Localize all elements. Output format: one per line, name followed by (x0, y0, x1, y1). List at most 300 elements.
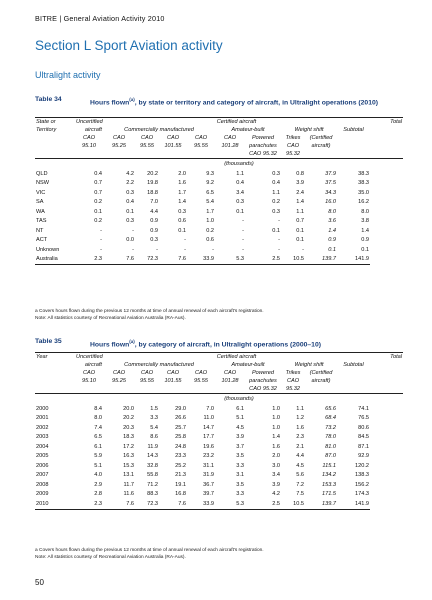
table-cell: 20.2 (123, 415, 134, 422)
table-cell: 2.5 (245, 255, 281, 265)
table-cell: 1.7 (178, 189, 186, 196)
column-header (187, 385, 215, 394)
table-cell: 20.2 (147, 170, 158, 177)
column-header: CAO (140, 370, 154, 376)
row-label: TAS (36, 218, 47, 225)
column-header (35, 142, 75, 150)
table-cell: 156.2 (355, 481, 369, 488)
table-cell: 0.1 (328, 246, 336, 253)
table-cell: 0.6 (178, 218, 186, 225)
table-cell: 39.7 (203, 491, 214, 498)
column-header: Powered (251, 135, 275, 141)
unit-row (35, 159, 403, 170)
table-cell: 6.1 (94, 443, 102, 450)
table-cell: 3.9 (236, 434, 244, 441)
column-header (370, 142, 403, 150)
table-cell: 24.8 (175, 443, 186, 450)
table35-caption (35, 338, 390, 349)
column-header: 101.55 (164, 143, 182, 149)
table-cell: 0.3 (126, 218, 134, 225)
row-label: WA (36, 208, 45, 215)
column-header: CAO (166, 370, 180, 376)
table-cell: 14.3 (147, 453, 158, 460)
table35-title: Hours flown$^{(a)}$, by category of aircraft, in Ultralight operations (2000–10) (90, 339, 321, 349)
table-cell: 72.3 (135, 499, 159, 509)
column-header (215, 385, 245, 394)
table-cell: 38.3 (358, 170, 369, 177)
table-cell: 26.6 (175, 415, 186, 422)
table-cell: 2.0 (178, 170, 186, 177)
table-cell: 1.0 (272, 415, 280, 422)
table-cell: 76.5 (358, 415, 369, 422)
table-cell: 0.1 (126, 208, 134, 215)
table-row (35, 471, 403, 481)
table-cell: 2.8 (94, 491, 102, 498)
column-header (370, 150, 403, 159)
column-header: aircraft) (311, 143, 331, 149)
column-header: Subtotal (343, 362, 364, 368)
table-cell: 141.9 (337, 499, 370, 509)
table-cell: 3.0 (272, 462, 280, 469)
table-cell: - (132, 227, 134, 234)
column-header: CAO (112, 370, 126, 376)
column-header: Powered (251, 370, 275, 376)
column-header (337, 385, 370, 394)
table-cell: 5.3 (215, 255, 245, 265)
table-cell: 18.8 (147, 189, 158, 196)
table-cell: 4.4 (296, 453, 304, 460)
column-header: 95.55 (140, 143, 154, 149)
table-cell: 0.4 (236, 180, 244, 187)
column-header: Trikes (285, 135, 301, 141)
table-cell: 3.5 (236, 453, 244, 460)
table-row (35, 499, 403, 509)
table-cell: 71.2 (147, 481, 158, 488)
table35 (35, 352, 403, 510)
table-cell: 1.6 (178, 180, 186, 187)
table-cell: 3.1 (236, 472, 244, 479)
table-cell: 8.4 (94, 405, 102, 412)
column-header (337, 134, 370, 142)
table-cell: 1.6 (296, 424, 304, 431)
table-cell: 171.5 (322, 491, 336, 498)
table-cell: - (184, 246, 186, 253)
table-cell: 3.4 (272, 472, 280, 479)
table-cell: 25.7 (175, 424, 186, 431)
table-cell: 139.7 (305, 255, 337, 265)
table34-title: Hours flown$^{(a)}$, by state or territory and category of aircraft, in Ultralight operations (2010) (90, 97, 379, 107)
table34-number: Table 34 (35, 96, 62, 103)
column-header: 95.25 (112, 143, 126, 149)
table-cell: 0.7 (94, 180, 102, 187)
table-cell: 72.3 (135, 255, 159, 265)
table-cell: - (156, 246, 158, 253)
column-header (370, 377, 403, 385)
table-cell: 0.3 (178, 208, 186, 215)
column-header: CAO (223, 135, 237, 141)
column-header (103, 385, 135, 394)
column-header: 95.32 (286, 151, 300, 157)
table-cell: 16.8 (175, 491, 186, 498)
table-cell: 0.3 (272, 170, 280, 177)
table-cell: 3.7 (236, 443, 244, 450)
table-cell: 4.2 (126, 170, 134, 177)
table-cell: 0.9 (150, 227, 158, 234)
table-cell: 2.3 (296, 434, 304, 441)
row-label: 2009 (36, 491, 49, 498)
table-cell: - (242, 246, 244, 253)
table-cell: 92.9 (358, 453, 369, 460)
unit-label: (thousands) (75, 394, 403, 405)
table-cell: 1.1 (236, 170, 244, 177)
table-cell: 0.2 (272, 199, 280, 206)
table-cell: 1.2 (296, 415, 304, 422)
table-cell: 19.6 (203, 443, 214, 450)
table-cell: 1.4 (328, 227, 336, 234)
column-header: Total (370, 118, 403, 127)
column-header (35, 150, 75, 159)
column-header (370, 385, 403, 394)
column-header (305, 150, 337, 159)
table-cell: 0.4 (272, 180, 280, 187)
table-cell: 16.0 (325, 199, 336, 206)
table-row (35, 217, 403, 227)
column-header: 95.55 (140, 378, 154, 384)
column-header: Trikes (285, 370, 301, 376)
table-cell: 37.5 (325, 180, 336, 187)
table-cell: - (278, 218, 280, 225)
table-cell: 174.3 (355, 491, 369, 498)
column-header (305, 385, 337, 394)
row-label: 2004 (36, 443, 49, 450)
table-cell: 6.5 (206, 189, 214, 196)
column-header (75, 150, 103, 159)
header-row (35, 134, 403, 142)
table-cell: 10.5 (281, 255, 305, 265)
row-label: SA (36, 199, 44, 206)
column-header: Commercially manufactured (124, 362, 194, 368)
table-cell: 32.8 (147, 462, 158, 469)
table-cell: 33.9 (187, 499, 215, 509)
table-cell: 120.2 (355, 462, 369, 469)
column-header (35, 369, 75, 377)
table-cell: 2.3 (75, 499, 103, 509)
table-cell: 5.1 (236, 415, 244, 422)
table-cell: 0.2 (94, 199, 102, 206)
table-row (35, 461, 403, 471)
column-header (337, 369, 370, 377)
column-header (337, 142, 370, 150)
table-row (35, 198, 403, 208)
column-header: 95.55 (194, 378, 208, 384)
table-cell: 8.0 (361, 208, 369, 215)
table-cell: 139.7 (305, 499, 337, 509)
table-cell: 11.6 (123, 491, 134, 498)
column-header (35, 134, 75, 142)
column-header: CAO (82, 135, 96, 141)
row-label: 2007 (36, 472, 49, 479)
table-cell: 81.0 (325, 443, 336, 450)
table-cell: - (302, 246, 304, 253)
table-cell: 16.3 (123, 453, 134, 460)
table-cell: 0.1 (236, 208, 244, 215)
table-cell: 80.6 (358, 424, 369, 431)
column-header: Weight shift (294, 127, 324, 133)
table-cell: 25.8 (175, 434, 186, 441)
table-cell: 0.0 (126, 237, 134, 244)
table-cell: 16.2 (358, 199, 369, 206)
header-row (35, 150, 403, 159)
table-cell: - (242, 227, 244, 234)
column-header (215, 150, 245, 159)
table-cell: 4.5 (236, 424, 244, 431)
header-row (35, 126, 403, 134)
table-cell: 1.1 (272, 189, 280, 196)
column-header (35, 361, 75, 369)
table-cell: 0.7 (296, 218, 304, 225)
table-cell: 19.1 (175, 481, 186, 488)
table-cell: 33.9 (187, 255, 215, 265)
column-header: 101.28 (221, 378, 239, 384)
table-cell: - (278, 237, 280, 244)
table-cell: 13.1 (123, 472, 134, 479)
column-header: (Certified (309, 135, 333, 141)
table-cell: 17.2 (123, 443, 134, 450)
column-header: 95.25 (112, 378, 126, 384)
row-label: NSW (36, 180, 50, 187)
row-label: 2002 (36, 424, 49, 431)
page-number: 50 (35, 578, 44, 587)
table-cell: 0.3 (272, 208, 280, 215)
column-header: 101.28 (221, 143, 239, 149)
table-cell: 5.6 (296, 472, 304, 479)
table-cell: 7.0 (206, 405, 214, 412)
table-cell: 0.3 (150, 237, 158, 244)
table-cell: 29.0 (175, 405, 186, 412)
table-cell: 1.1 (296, 405, 304, 412)
column-header (135, 385, 159, 394)
table-cell: 5.4 (206, 199, 214, 206)
table-cell: 65.6 (325, 405, 336, 412)
table-row (35, 490, 403, 500)
table-cell: 2.3 (75, 255, 103, 265)
table-cell: 78.0 (325, 434, 336, 441)
table-cell: 1.4 (178, 199, 186, 206)
table-cell: 6.5 (94, 434, 102, 441)
table-cell: - (100, 227, 102, 234)
column-header (159, 385, 187, 394)
column-header: CAO (112, 135, 126, 141)
section-title: Section L Sport Aviation activity (35, 38, 223, 53)
table-cell: 10.5 (281, 499, 305, 509)
table-cell: - (212, 246, 214, 253)
table-cell: 9.2 (206, 180, 214, 187)
table-cell: 38.3 (358, 180, 369, 187)
column-header: Commercially manufactured (124, 127, 194, 133)
table-cell: 0.4 (94, 170, 102, 177)
column-header: Amateur-built (231, 362, 265, 368)
table-cell: 3.5 (236, 481, 244, 488)
table-cell: 0.1 (296, 237, 304, 244)
table-cell: 6.1 (236, 405, 244, 412)
table-cell: 0.2 (94, 218, 102, 225)
table-cell: 115.1 (322, 462, 336, 469)
table-cell: 2.1 (296, 443, 304, 450)
table-cell: 11.0 (203, 415, 214, 422)
table-cell: 0.6 (206, 237, 214, 244)
column-header: aircraft (84, 362, 102, 368)
table-cell: 153.3 (322, 481, 336, 488)
table-cell: 7.6 (159, 255, 187, 265)
footnote: a Covers hours flown during the previous 12 months at time of annual renewal of each aircraft's registration. (35, 548, 264, 553)
column-header: CAO (140, 135, 154, 141)
table-cell: 3.4 (236, 189, 244, 196)
row-label: 2000 (36, 405, 49, 412)
column-header: Uncertified (76, 119, 103, 125)
column-header: CAO (166, 135, 180, 141)
table-row (35, 207, 403, 217)
table-cell: 138.3 (355, 472, 369, 479)
column-header: CAO 95.32 (249, 386, 277, 392)
column-header: Year (35, 353, 75, 362)
table-row (35, 255, 403, 265)
table-cell: 7.6 (103, 499, 135, 509)
table-cell: 5.3 (215, 499, 245, 509)
column-header (370, 361, 403, 369)
column-header (370, 126, 403, 134)
table-cell: 1.4 (361, 227, 369, 234)
column-header (187, 150, 215, 159)
column-header (337, 377, 370, 385)
table-cell: 87.0 (325, 453, 336, 460)
table-cell: 5.1 (94, 462, 102, 469)
column-header: 95.32 (286, 386, 300, 392)
row-label: VIC (36, 189, 46, 196)
column-header: State or (35, 118, 75, 127)
table-cell: 9.3 (206, 170, 214, 177)
column-header: Weight shift (294, 362, 324, 368)
table-cell: 3.9 (296, 180, 304, 187)
table-cell: 2.0 (272, 453, 280, 460)
table-cell: - (132, 246, 134, 253)
table-cell: 25.2 (175, 462, 186, 469)
table-cell: 0.1 (272, 227, 280, 234)
table-cell: 3.3 (150, 415, 158, 422)
column-header (135, 150, 159, 159)
row-label: 2005 (36, 453, 49, 460)
unit-spacer (35, 394, 75, 405)
table-cell: 11.7 (123, 481, 134, 488)
table-cell: 3.9 (272, 481, 280, 488)
table-cell: 1.0 (272, 424, 280, 431)
table-cell: 1.1 (296, 208, 304, 215)
table34-footnotes (35, 308, 264, 322)
table-cell: 73.2 (325, 424, 336, 431)
table-cell: 5.9 (94, 453, 102, 460)
table-cell: 3.3 (236, 462, 244, 469)
table-cell: 0.3 (126, 189, 134, 196)
table-cell: 8.6 (150, 434, 158, 441)
column-header: CAO (194, 135, 208, 141)
row-label: 2006 (36, 462, 49, 469)
row-label: Australia (35, 255, 75, 265)
table-cell: 3.8 (361, 218, 369, 225)
column-header: 101.55 (164, 378, 182, 384)
column-header: Subtotal (343, 127, 364, 133)
table-cell: 7.2 (296, 481, 304, 488)
table-cell: 0.2 (206, 227, 214, 234)
table-cell: 20.3 (123, 424, 134, 431)
table-cell: 0.9 (150, 218, 158, 225)
table-cell: 4.0 (94, 472, 102, 479)
table-row (35, 404, 403, 414)
table-row (35, 480, 403, 490)
table-cell: 3.3 (236, 491, 244, 498)
table-cell: 0.1 (94, 208, 102, 215)
table-cell: 31.1 (203, 462, 214, 469)
unit-label: (thousands) (75, 159, 403, 170)
column-header: CAO (286, 143, 300, 149)
table-cell: 2.4 (296, 189, 304, 196)
table-cell: 20.0 (123, 405, 134, 412)
table-cell: 55.8 (147, 472, 158, 479)
table-cell: 17.7 (203, 434, 214, 441)
column-header: aircraft) (311, 378, 331, 384)
table-cell: 0.1 (178, 227, 186, 234)
header-row (35, 377, 403, 385)
row-label: Unknown (36, 246, 60, 253)
table35-footnotes (35, 547, 264, 561)
column-header (159, 150, 187, 159)
table-cell: 1.4 (296, 199, 304, 206)
table-cell: 74.1 (358, 405, 369, 412)
table-cell: 4.2 (272, 491, 280, 498)
table-cell: - (184, 237, 186, 244)
row-label: NT (36, 227, 44, 234)
table-cell: 84.5 (358, 434, 369, 441)
table-cell: 14.7 (203, 424, 214, 431)
table-cell: 0.3 (236, 199, 244, 206)
table-cell: 2.9 (94, 481, 102, 488)
column-header: parachutes (249, 378, 277, 384)
table-row (35, 169, 403, 179)
table-cell: 8.0 (94, 415, 102, 422)
table-cell: 8.0 (328, 208, 336, 215)
column-header: Amateur-built (231, 127, 265, 133)
table-cell: 1.5 (150, 405, 158, 412)
table-cell: 23.3 (175, 453, 186, 460)
table-cell: 2.2 (126, 180, 134, 187)
table-cell: - (278, 246, 280, 253)
table-cell: 21.3 (175, 472, 186, 479)
column-header: Total (370, 353, 403, 362)
column-header: parachutes (249, 143, 277, 149)
table-row (35, 423, 403, 433)
table-cell: 7.4 (94, 424, 102, 431)
column-header: CAO (286, 378, 300, 384)
unit-row (35, 394, 403, 405)
table-row (35, 414, 403, 424)
table-cell: 23.2 (203, 453, 214, 460)
table-cell: 2.5 (245, 499, 281, 509)
column-header: (Certified (309, 370, 333, 376)
table-cell: 36.7 (203, 481, 214, 488)
table-row (35, 442, 403, 452)
table-cell: 0.8 (296, 170, 304, 177)
table-row (35, 433, 403, 443)
table-cell: 0.7 (94, 189, 102, 196)
table-cell: 68.4 (325, 415, 336, 422)
